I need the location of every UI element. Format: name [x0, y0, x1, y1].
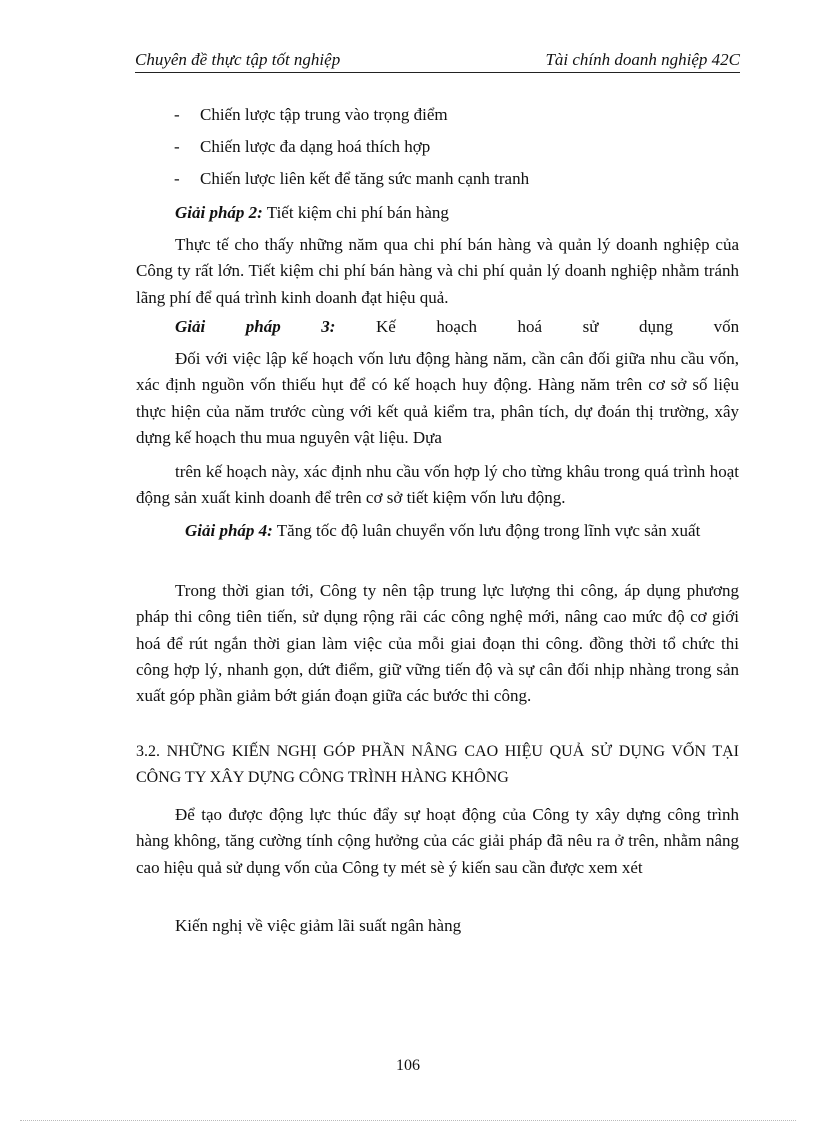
solution-label-word: Giải [175, 317, 206, 336]
section-heading-3-2: 3.2. NHỮNG KIẾN NGHỊ GÓP PHẦN NÂNG CAO HIỆU QUẢ SỬ DỤNG VỐN TẠI CÔNG TY XÂY DỰNG CÔNG TRÌNH HÀNG KHÔNG [136, 743, 739, 787]
solution-label: Giải pháp 4: [185, 521, 273, 540]
list-item-text: Chiến lược liên kết để tăng sức manh cạnh tranh [200, 169, 530, 188]
list-item-text: Chiến lược tập trung vào trọng điểm [200, 105, 448, 124]
bullet-dash: - [174, 169, 180, 188]
bullet-dash: - [174, 105, 180, 124]
page-header [135, 50, 740, 73]
solution-text: Tăng tốc độ luân chuyển vốn lưu động trong lĩnh vực sản xuất [272, 521, 701, 540]
recommendation-line: Kiến nghị về việc giảm lãi suất ngân hàng [175, 916, 462, 935]
paragraph-solution-3-b: trên kế hoạch này, xác định nhu cầu vốn hợp lý cho từng khâu trong quá trình hoạt động sản xuất kinh doanh để trên cơ sở tiết kiệm vốn lưu động. [136, 462, 739, 508]
solution-label-word: pháp [245, 317, 281, 336]
solution-text: Tiết kiệm chi phí bán hàng [262, 203, 449, 222]
bullet-dash: - [174, 137, 180, 156]
solution-text-word: hoạch [436, 317, 477, 336]
solution-4-title [136, 518, 739, 544]
page-number: 106 [396, 1057, 420, 1074]
solution-text-word: vốn [713, 317, 740, 336]
paragraph-solution-4: Trong thời gian tới, Công ty nên tập trung lực lượng thi công, áp dụng phương pháp thi công tiên tiến, sử dụng rộng rãi các công nghệ mới, nâng cao mức độ cơ giới hoá để rút ngắn thời gian làm việc của mỗi giai đoạn thi công. đồng thời tổ chức thi công hợp lý, nhanh gọn, dứt điểm, giữ vững tiến độ và sự cân đối nhịp nhàng trong sản xuất góp phần giảm bớt gián đoạn giữa các bước thi công. [136, 581, 739, 706]
list-item [174, 105, 448, 125]
solution-label: Giải pháp 2: [175, 203, 263, 222]
paragraph-solution-2: Thực tế cho thấy những năm qua chi phí bán hàng và quản lý doanh nghiệp của Công ty rất lớn. Tiết kiệm chi phí bán hàng và chi phí quản lý doanh nghiệp nhằm tránh lãng phí để quá trình kinh doanh đạt hiệu quả. [136, 235, 739, 307]
solution-text-word: Kế [376, 317, 396, 336]
page-bottom-border [20, 1120, 796, 1121]
paragraph-section-3-2: Để tạo được động lực thúc đẩy sự hoạt động của Công ty xây dựng công trình hàng không, tăng cường tính cộng hưởng của các giải pháp đã nêu ra ở trên, nhằm nâng cao hiệu quả sử dụng vốn của Công ty mét sè ý kiến sau cần được xem xét [136, 805, 739, 877]
solution-text-word: hoá [517, 317, 543, 336]
solution-2-title [175, 200, 449, 226]
list-item-text: Chiến lược đa dạng hoá thích hợp [200, 137, 431, 156]
solution-text-word: sử [582, 317, 599, 336]
list-item [174, 169, 529, 189]
solution-label-word: 3: [321, 317, 336, 336]
solution-3-title [136, 317, 739, 337]
list-item [174, 137, 430, 157]
header-right-title: Tài chính doanh nghiệp 42C [545, 50, 740, 69]
header-left-title: Chuyên đề thực tập tốt nghiệp [135, 50, 341, 69]
solution-text-word: dụng [639, 317, 674, 336]
paragraph-solution-3-a: Đối với việc lập kế hoạch vốn lưu động hàng năm, cần cân đối giữa nhu cầu vốn, xác định nguồn vốn thiếu hụt để có kế hoạch huy động. Hàng năm trên cơ sở số liệu thực hiện của năm trước cùng với kết quả kiểm tra, phân tích, dự đoán thị trường, xây dựng kế hoạch thu mua nguyên vật liệu. Dựa [136, 349, 739, 447]
